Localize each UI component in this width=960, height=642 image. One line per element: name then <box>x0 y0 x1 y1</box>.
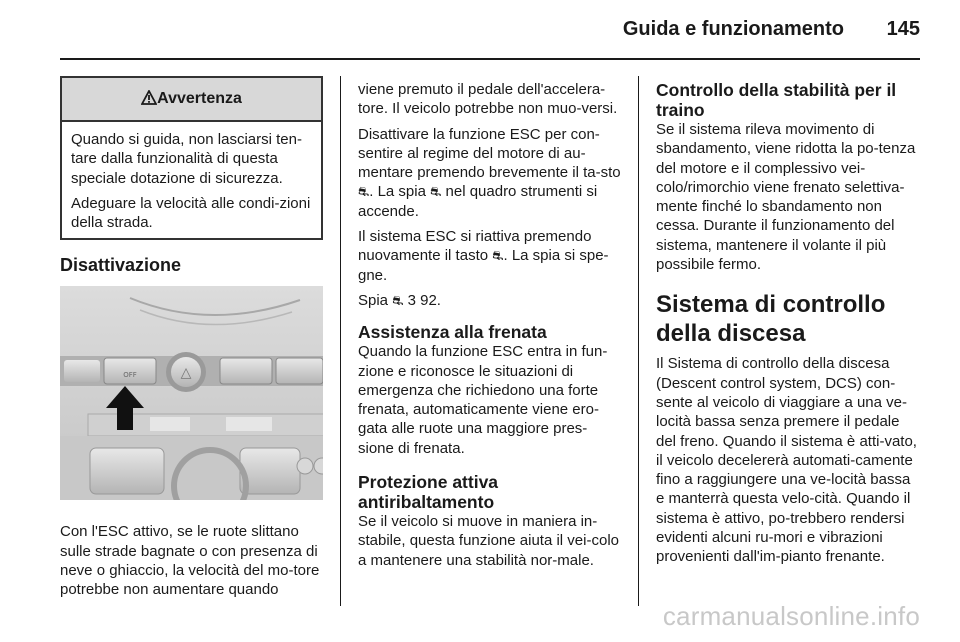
warning-box <box>60 76 323 240</box>
assistenza-frenata-body: Quando la funzione ESC entra in fun-zione e riconosce le situazioni di emergenza che richiedono una forte frenata, automaticamente viene ero-gata alle ruote una maggiore pres-sione di frenata. <box>358 343 608 457</box>
column-3 <box>656 80 922 573</box>
esc-button-photo <box>60 286 323 500</box>
esc-off-icon: ⛐ <box>392 292 404 308</box>
column-1 <box>60 76 323 606</box>
warning-triangle-icon <box>141 90 157 105</box>
hazard-symbol: △ <box>180 365 192 382</box>
col2-paragraph-3: Il sistema ESC si riattiva premendo nuovamente il tasto ⛐. La spia si spe-gne. <box>358 228 609 284</box>
watermark: carmanualsonline.info <box>662 601 920 631</box>
protezione-antiribaltamento-body: Se il veicolo si muove in maniera in-stabile, questa funzione aiuta il vei-colo a mantenere una stabilità nor-male. <box>358 513 619 569</box>
heading-protezione-antiribaltamento: Protezione attiva antiribaltamento <box>358 472 499 513</box>
warning-title: Avvertenza <box>157 90 242 107</box>
controllo-stabilita-traino-body: Se il sistema rileva movimento di sbandamento, viene ridotta la po-tenza del motore e il complessivo vei-colo/rimorchio viene frenato selettiva-mente finché lo sbandamento non cessa. Durante il funzionamento del sistema, mantenere il volante il più possibile fermo. <box>656 121 916 274</box>
esc-off-icon: ⛐ <box>430 184 442 200</box>
esc-off-icon: ⛐ <box>492 248 504 264</box>
header-title: Guida e funzionamento <box>622 18 844 40</box>
esc-off-icon: ⛐ <box>358 184 370 200</box>
column-2 <box>358 80 622 576</box>
warning-paragraph-2: Adeguare la velocità alle condi-zioni della strada. <box>71 194 311 232</box>
esc-button-label: OFF <box>123 371 137 380</box>
column-divider-2 <box>638 76 639 606</box>
warning-paragraph-1: Quando si guida, non lasciarsi ten-tare dalla funzionalità di questa speciale dotazione di sicurezza. <box>71 131 302 187</box>
col2-paragraph-2: Disattivare la funzione ESC per con-sentire al regime del motore di au-mentare premendo brevemente il ta-sto ⛐. La spia ⛐ nel quadro strumenti si accende. <box>358 125 621 220</box>
header-rule <box>60 58 920 60</box>
column-divider-1 <box>340 76 341 606</box>
col2-paragraph-1: viene premuto il pedale dell'accelera-tore. Il veicolo potrebbe non muo-versi. <box>358 81 618 118</box>
warning-header <box>62 78 321 122</box>
page-number: 145 <box>886 18 920 40</box>
col2-paragraph-4: Spia ⛐ 3 92. <box>358 291 441 309</box>
page-ref-arrow-icon: 3 92. <box>403 291 441 309</box>
heading-sistema-controllo-discesa: Sistema di controllo della discesa <box>656 291 886 348</box>
heading-controllo-stabilita-traino: Controllo della stabilità per il traino <box>656 80 897 120</box>
section-title-disattivazione: Disattivazione <box>60 255 182 276</box>
sistema-controllo-discesa-body: Il Sistema di controllo della discesa (Descent control system, DCS) con-sente al veicolo di viaggiare a una ve-locità bassa senza premere il pedale del freno. Quando il sistema è atti-vato, il veicolo decelererà automati-camente fino a raggiungere una ve-locità bassa e manterrà questa velo-cità. Quando il sistema è attivo, po-trebbero rendersi evidenti alcuni ru-mori e vibrazioni provenienti dall'im-pianto frenante. <box>656 355 917 566</box>
warning-body <box>62 122 321 238</box>
heading-assistenza-frenata: Assistenza alla frenata <box>358 322 547 343</box>
page-header <box>60 14 920 46</box>
disattivazione-body: Con l'ESC attivo, se le ruote slittano sulle strade bagnate o con presenza di neve o ghiaccio, la velocità del mo-tore potrebbe non aumentare quando <box>60 523 320 599</box>
